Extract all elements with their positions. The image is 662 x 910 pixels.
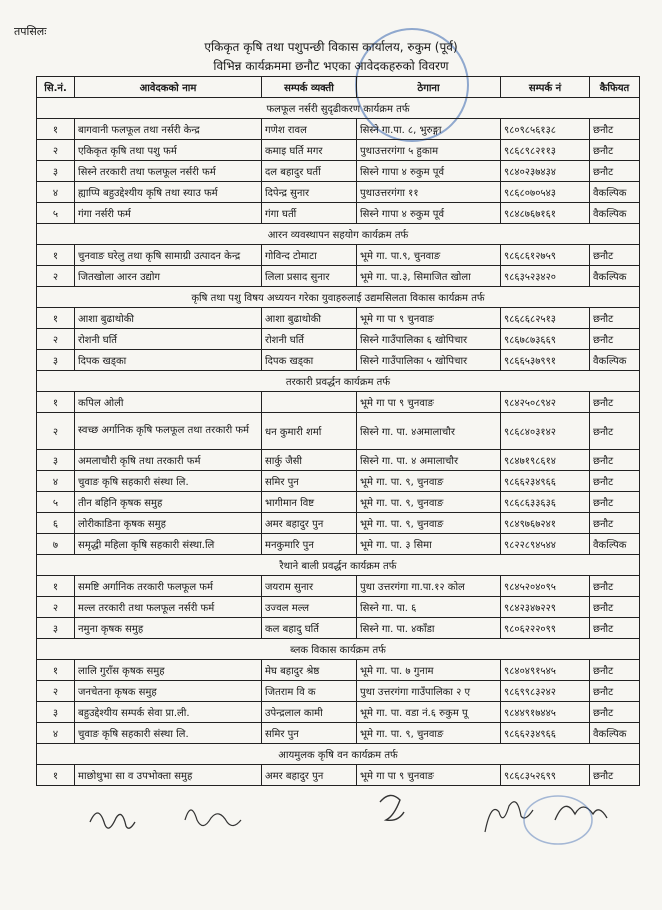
- table-row: [37, 534, 640, 555]
- section-title: ब्लक विकास कार्यक्रम तर्फ: [37, 639, 640, 660]
- header-label: तपसिलः: [14, 25, 47, 38]
- serial-number: १: [37, 392, 75, 413]
- remark: वैकल्पिक: [590, 266, 640, 287]
- applicant-name: जनचेतना कृषक समुह: [75, 681, 262, 702]
- contact-person: गोविन्द टोमाटा: [262, 245, 357, 266]
- contact-person: गणेश रावल: [262, 119, 357, 140]
- address: सिस्ने गा.पा. ८, भुरुङ्गा: [357, 119, 501, 140]
- phone-number: ९८४०२३७४३४: [501, 161, 590, 182]
- table-row: [37, 513, 640, 534]
- table-row: [37, 681, 640, 702]
- remark: वैकल्पिक: [590, 534, 640, 555]
- phone-number: ९८६८९८२११३: [501, 140, 590, 161]
- contact-person: समिर पुन: [262, 471, 357, 492]
- serial-number: २: [37, 597, 75, 618]
- table-row: [37, 660, 640, 681]
- applicant-name: कपिल ओली: [75, 392, 262, 413]
- table-row: [37, 140, 640, 161]
- section-title: आयमुलक कृषि वन कार्यक्रम तर्फ: [37, 744, 640, 765]
- applicant-name: एकिकृत कृषि तथा पशु फर्म: [75, 140, 262, 161]
- remark: छनौट: [590, 513, 640, 534]
- remark: वैकल्पिक: [590, 203, 640, 224]
- phone-number: ९८०९८५६१३८: [501, 119, 590, 140]
- section-heading-row: [37, 744, 640, 765]
- signature-5: [555, 806, 607, 820]
- serial-number: ६: [37, 513, 75, 534]
- serial-number: ५: [37, 203, 75, 224]
- applicant-name: चुवाङ कृषि सहकारी संस्था लि.: [75, 723, 262, 744]
- applicant-name: मल्ल तरकारी तथा फलफूल नर्सरी फर्म: [75, 597, 262, 618]
- address: भूमे गा. पा. ९, चुनवाङ: [357, 723, 501, 744]
- serial-number: ४: [37, 723, 75, 744]
- applicant-name: लालि गुराँस कृषक समुह: [75, 660, 262, 681]
- phone-number: ९८६८६१२७५९: [501, 245, 590, 266]
- contact-person: सार्कु जैसी: [262, 450, 357, 471]
- phone-number: ९८६६५३७९९१: [501, 350, 590, 371]
- contact-person: मेघ बहादुर श्रेष्ठ: [262, 660, 357, 681]
- phone-number: ९८४८७६७१६१: [501, 203, 590, 224]
- section-title: फलफूल नर्सरी सुदृढीकरण कार्यक्रम तर्फ: [37, 98, 640, 119]
- serial-number: २: [37, 413, 75, 450]
- address: भूमे गा. पा. ९, चुनवाङ: [357, 492, 501, 513]
- applicant-name: माछोथुभा सा व उपभोक्ता समुह: [75, 765, 262, 786]
- serial-number: ४: [37, 182, 75, 203]
- serial-number: २: [37, 140, 75, 161]
- address: भूमे गा. पा. ९, चुनवाङ: [357, 471, 501, 492]
- applicant-name: सिस्ने तरकारी तथा फलफूल नर्सरी फर्म: [75, 161, 262, 182]
- contact-person: कल बहादु घर्ति: [262, 618, 357, 639]
- phone-number: ९८४४९१७४४५: [501, 702, 590, 723]
- phone-number: ९८४५२०४०९५: [501, 576, 590, 597]
- remark: छनौट: [590, 576, 640, 597]
- remark: छनौट: [590, 308, 640, 329]
- serial-number: १: [37, 119, 75, 140]
- contact-person: [262, 392, 357, 413]
- table-row: [37, 492, 640, 513]
- signature-2: [185, 810, 241, 826]
- table-row: [37, 245, 640, 266]
- address: सिस्ने गा. पा. ४ अमालाचौर: [357, 450, 501, 471]
- address: सिस्ने गाउँपालिका ५ खोपिचार: [357, 350, 501, 371]
- serial-number: १: [37, 308, 75, 329]
- address: सिस्ने गा. पा. ६: [357, 597, 501, 618]
- serial-number: १: [37, 765, 75, 786]
- contact-person: भागीमान विष्ट: [262, 492, 357, 513]
- contact-person: समिर पुन: [262, 723, 357, 744]
- applicant-name: गंगा नर्सरी फर्म: [75, 203, 262, 224]
- address: पुथाउत्तरगंगा ११: [357, 182, 501, 203]
- serial-number: १: [37, 576, 75, 597]
- serial-number: ४: [37, 471, 75, 492]
- document-title: एकिकृत कृषि तथा पशुपन्छी विकास कार्यालय, रुकुम (पूर्व): [204, 40, 458, 54]
- address: भूमे गा पा ९ चुनवाङ: [357, 765, 501, 786]
- contact-person: गंगा घर्ती: [262, 203, 357, 224]
- address: सिस्ने गा. पा. ४काँडा: [357, 618, 501, 639]
- table-body: [37, 98, 640, 786]
- phone-number: ९८६६२३४९६६: [501, 471, 590, 492]
- remark: छनौट: [590, 471, 640, 492]
- applicant-name: आशा बुढाथोकी: [75, 308, 262, 329]
- signatures-area: [0, 780, 662, 910]
- header-remark: कैफियत: [590, 77, 640, 98]
- contact-person: रोशनी घर्ति: [262, 329, 357, 350]
- phone-number: ९८६८६३३६३६: [501, 492, 590, 513]
- address: भूमे गा. पा. ९, चुनवाङ: [357, 513, 501, 534]
- remark: छनौट: [590, 765, 640, 786]
- applicant-name: समृद्धी महिला कृषि सहकारी संस्था.लि: [75, 534, 262, 555]
- remark: वैकल्पिक: [590, 723, 640, 744]
- contact-person: लिला प्रसाद सुनार: [262, 266, 357, 287]
- applicant-name: बागवानी फलफूल तथा नर्सरी केन्द्र: [75, 119, 262, 140]
- applicant-name: नमुना कृषक समुह: [75, 618, 262, 639]
- applicant-name: तीन बहिनि कृषक समुह: [75, 492, 262, 513]
- remark: छनौट: [590, 660, 640, 681]
- phone-number: ९८२२८९४५४४: [501, 534, 590, 555]
- remark: छनौट: [590, 413, 640, 450]
- address: पुथाउत्तरगंगा ५ हुकाम: [357, 140, 501, 161]
- section-heading-row: [37, 224, 640, 245]
- phone-number: ९८६९९८३२४२: [501, 681, 590, 702]
- table-row: [37, 413, 640, 450]
- section-heading-row: [37, 555, 640, 576]
- address: भूमे गा. पा.९, चुनवाङ: [357, 245, 501, 266]
- remark: छनौट: [590, 119, 640, 140]
- phone-number: ९८६८४०३१४२: [501, 413, 590, 450]
- contact-person: जितराम वि क: [262, 681, 357, 702]
- table-row: [37, 203, 640, 224]
- applicant-name: जितखोला आरन उद्योग: [75, 266, 262, 287]
- section-heading-row: [37, 287, 640, 308]
- section-title: तरकारी प्रवर्द्धन कार्यक्रम तर्फ: [37, 371, 640, 392]
- address: सिस्ने गा. पा. ४अमालाचौर: [357, 413, 501, 450]
- header-phone: सम्पर्क नं: [501, 77, 590, 98]
- table-row: [37, 576, 640, 597]
- header-sn: सि.नं.: [37, 77, 75, 98]
- contact-person: अमर बहादुर पुन: [262, 765, 357, 786]
- remark: छनौट: [590, 245, 640, 266]
- serial-number: २: [37, 329, 75, 350]
- address: पुथा उत्तरगंगा गाउँपालिका २ ए: [357, 681, 501, 702]
- table-row: [37, 182, 640, 203]
- phone-number: ९८०६२२२०९९: [501, 618, 590, 639]
- table-row: [37, 702, 640, 723]
- section-title: आरन व्यवस्थापन सहयोग कार्यक्रम तर्फ: [37, 224, 640, 245]
- applicant-name: ह्याप्पि बहुउद्देश्यीय कृषि तथा स्याउ फर्म: [75, 182, 262, 203]
- remark: छनौट: [590, 597, 640, 618]
- remark: छनौट: [590, 702, 640, 723]
- address: सिस्ने गाउँपालिका ६ खोपिचार: [357, 329, 501, 350]
- phone-number: ९८६८०७०५४३: [501, 182, 590, 203]
- remark: छनौट: [590, 450, 640, 471]
- serial-number: ३: [37, 450, 75, 471]
- contact-person: जयराम सुनार: [262, 576, 357, 597]
- applicant-name: बहुउद्देश्यीय सम्पर्क सेवा प्रा.ली.: [75, 702, 262, 723]
- contact-person: दिपक खड्का: [262, 350, 357, 371]
- table-row: [37, 392, 640, 413]
- phone-number: ९८४७१९८६१४: [501, 450, 590, 471]
- address: सिस्ने गापा ४ रुकुम पूर्व: [357, 203, 501, 224]
- applicant-name: अमलाचौरी कृषि तथा तरकारी फर्म: [75, 450, 262, 471]
- header-applicant-name: आवेदकको नाम: [75, 77, 262, 98]
- document-subtitle: विभिन्न कार्यक्रममा छनौट भएका आवेदकहरुको विवरण: [213, 59, 449, 73]
- section-heading-row: [37, 639, 640, 660]
- contact-person: धन कुमारी शर्मा: [262, 413, 357, 450]
- table-row: [37, 471, 640, 492]
- phone-number: ९८४९७६७२४१: [501, 513, 590, 534]
- serial-number: ३: [37, 702, 75, 723]
- address: भूमे गा. पा. वडा नं.६ रुकुम पू: [357, 702, 501, 723]
- address: भूमे गा पा ९ चुनवाङ: [357, 308, 501, 329]
- applicant-name: चुवाङ कृषि सहकारी संस्था लि.: [75, 471, 262, 492]
- remark: छनौट: [590, 161, 640, 182]
- contact-person: कमाइ घर्ति मगर: [262, 140, 357, 161]
- table-row: [37, 618, 640, 639]
- table-row: [37, 308, 640, 329]
- address: भूमे गा. पा. ७ गुनाम: [357, 660, 501, 681]
- contact-person: मनकुमारि पुन: [262, 534, 357, 555]
- remark: छनौट: [590, 140, 640, 161]
- address: पुथा उत्तरगंगा गा.पा.१२ कोल: [357, 576, 501, 597]
- phone-number: ९८४२५०८९४२: [501, 392, 590, 413]
- table-row: [37, 450, 640, 471]
- serial-number: ३: [37, 618, 75, 639]
- phone-number: ९८४०४९१५४५: [501, 660, 590, 681]
- contact-person: उज्वल मल्ल: [262, 597, 357, 618]
- table-row: [37, 329, 640, 350]
- contact-person: अमर बहादुर पुन: [262, 513, 357, 534]
- address: भूमे गा. पा. ३ सिमा: [357, 534, 501, 555]
- header-contact-person: सम्पर्क व्यक्ती: [262, 77, 357, 98]
- section-title: कृषि तथा पशु विषय अध्ययन गरेका युवाहरुलाई उद्यमसिलता विकास कार्यक्रम तर्फ: [37, 287, 640, 308]
- phone-number: ९८६८३५२६९९: [501, 765, 590, 786]
- phone-number: ९८६६२३४९६६: [501, 723, 590, 744]
- address: भूमे गा. पा.३, सिमाजित खोला: [357, 266, 501, 287]
- remark: छनौट: [590, 329, 640, 350]
- phone-number: ९८४२३४७२२९: [501, 597, 590, 618]
- phone-number: ९८६८६८२५१३: [501, 308, 590, 329]
- table-row: [37, 350, 640, 371]
- serial-number: ५: [37, 492, 75, 513]
- serial-number: १: [37, 660, 75, 681]
- table-row: [37, 723, 640, 744]
- phone-number: ९८६३५२३४२०: [501, 266, 590, 287]
- remark: छनौट: [590, 681, 640, 702]
- contact-person: आशा बुढाथोकी: [262, 308, 357, 329]
- table-row: [37, 597, 640, 618]
- serial-number: ३: [37, 350, 75, 371]
- remark: छनौट: [590, 492, 640, 513]
- section-heading-row: [37, 371, 640, 392]
- remark: छनौट: [590, 618, 640, 639]
- signature-1: [90, 813, 135, 828]
- signature-3: [380, 795, 404, 820]
- applicant-name: समष्टि अर्गानिक तरकारी फलफूल फर्म: [75, 576, 262, 597]
- serial-number: ७: [37, 534, 75, 555]
- applicants-table: [36, 76, 640, 786]
- applicant-name: स्वच्छ अर्गानिक कृषि फलफूल तथा तरकारी फर्म: [75, 413, 262, 450]
- table-row: [37, 119, 640, 140]
- serial-number: २: [37, 681, 75, 702]
- phone-number: ९८६७८७३६६९: [501, 329, 590, 350]
- table-row: [37, 161, 640, 182]
- applicant-name: दिपक खड्का: [75, 350, 262, 371]
- serial-number: २: [37, 266, 75, 287]
- address: भूमे गा पा ९ चुनवाङ: [357, 392, 501, 413]
- remark: छनौट: [590, 392, 640, 413]
- applicant-name: चुनवाङ घरेलु तथा कृषि सामाग्री उत्पादन केन्द्र: [75, 245, 262, 266]
- table-header-row: [37, 77, 640, 98]
- applicant-name: रोशनी घर्ति: [75, 329, 262, 350]
- applicant-name: लोरीकाडिना कृषक समुह: [75, 513, 262, 534]
- section-heading-row: [37, 98, 640, 119]
- remark: वैकल्पिक: [590, 182, 640, 203]
- header-address: ठेगाना: [357, 77, 501, 98]
- section-title: रैथाने बाली प्रवर्द्धन कार्यक्रम तर्फ: [37, 555, 640, 576]
- table-row: [37, 266, 640, 287]
- address: सिस्ने गापा ४ रुकुम पूर्व: [357, 161, 501, 182]
- contact-person: दिपेन्द्र सुनार: [262, 182, 357, 203]
- remark: वैकल्पिक: [590, 350, 640, 371]
- contact-person: उपेन्द्रलाल कामी: [262, 702, 357, 723]
- serial-number: ३: [37, 161, 75, 182]
- serial-number: १: [37, 245, 75, 266]
- contact-person: दल बहादुर घर्ती: [262, 161, 357, 182]
